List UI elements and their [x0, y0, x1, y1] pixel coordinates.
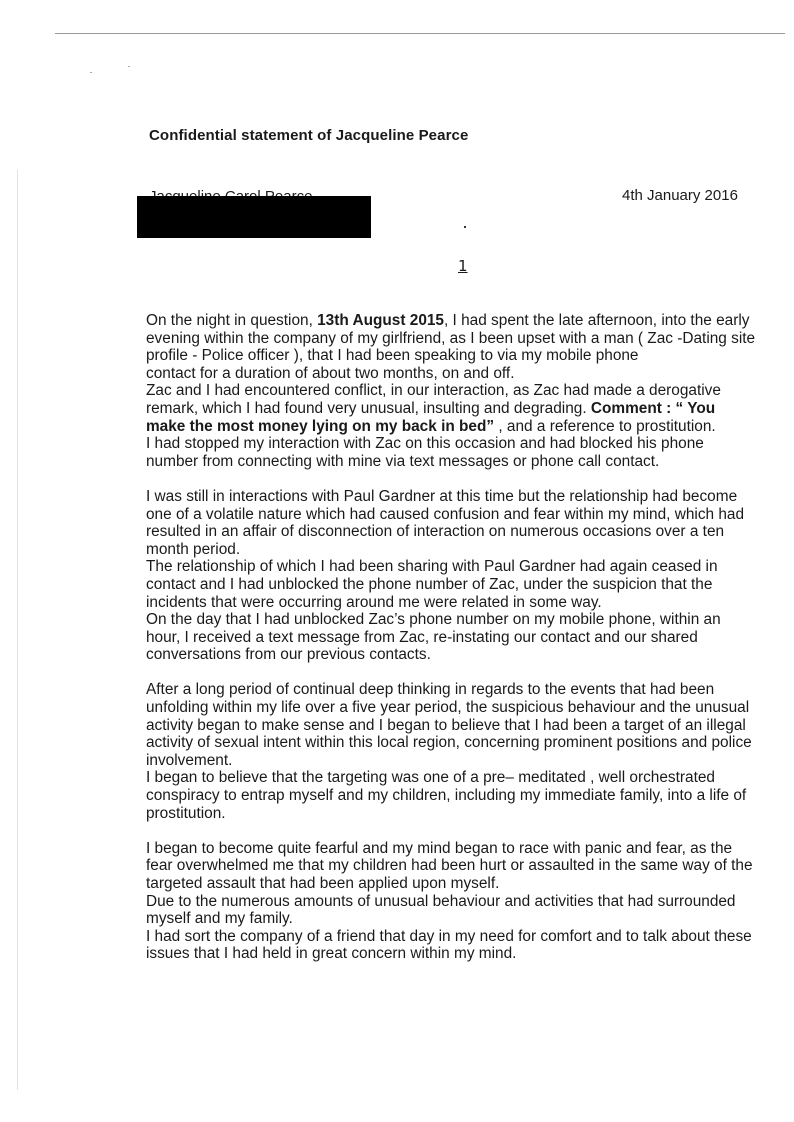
text-line [146, 365, 774, 383]
text-run: remark, which I had found very unusual, insulting and degrading. [146, 399, 591, 417]
text-line [146, 330, 774, 348]
text-line [146, 488, 774, 506]
text-run: number from connecting with mine via text messages or phone call contact. [146, 452, 660, 470]
text-run: involvement. [146, 751, 233, 769]
text-run: evening within the company of my girlfriend, as I been upset with a man ( Zac -Dating site [146, 329, 756, 347]
text-run: hour, I received a text message from Zac, re-instating our contact and our shared [146, 628, 698, 646]
text-run: one of a volatile nature which had caused confusion and fear within my mind, which had [146, 505, 745, 523]
text-line [146, 769, 774, 787]
text-line [146, 857, 774, 875]
text-run: resulted in an affair of disconnection of interaction on numerous occasions over a ten [146, 523, 725, 541]
bold-text-run: Comment : “ You [590, 399, 716, 417]
bold-text-run: 13th August 2015 [317, 312, 444, 329]
text-line [146, 541, 774, 559]
text-line [146, 418, 774, 436]
text-line [146, 840, 774, 858]
text-line [146, 875, 774, 893]
statement-paragraph [146, 488, 774, 664]
text-run: I had stopped my interaction with Zac on this occasion and had blocked his phone [146, 435, 704, 453]
text-line [146, 611, 774, 629]
document-title: Confidential statement of Jacqueline Pearce [149, 127, 469, 144]
statement-paragraph [146, 681, 774, 822]
text-run: I had sort the company of a friend that day in my need for comfort and to talk about these [146, 927, 752, 945]
text-run: conspiracy to entrap myself and my children, including my immediate family, into a life of [146, 787, 747, 805]
scan-speck [90, 72, 92, 73]
text-run: I began to believe that the targeting was one of a pre– meditated , well orchestrated [146, 769, 715, 787]
text-line [146, 594, 774, 612]
text-line [146, 699, 774, 717]
text-line [146, 910, 774, 928]
text-line [146, 347, 774, 365]
text-run: targeted assault that had been applied upon myself. [146, 875, 500, 892]
statement-body [146, 312, 774, 981]
text-run: , I had spent the late afternoon, into the early [444, 312, 750, 329]
text-run: I was still in interactions with Paul Gardner at this time but the relationship had become [146, 487, 738, 505]
text-run: activity of sexual intent within this local region, concerning prominent positions and police [146, 734, 752, 752]
text-line [146, 523, 774, 541]
text-run: Zac and I had encountered conflict, in our interaction, as Zac had made a derogative [146, 382, 721, 400]
text-run: contact and I had unblocked the phone number of Zac, under the suspicion that the [146, 575, 713, 593]
text-line [146, 629, 774, 647]
text-run: The relationship of which I had been sharing with Paul Gardner had again ceased in [146, 558, 718, 576]
stray-mark [464, 226, 466, 228]
text-run: , and a reference to prostitution. [498, 417, 716, 435]
text-line [146, 787, 774, 805]
text-run: activity began to make sense and I began to believe that I had been a target of an illegal [146, 716, 746, 734]
text-run: conversations from our previous contacts. [146, 646, 431, 664]
text-line [146, 506, 774, 524]
text-line [146, 558, 774, 576]
text-run: profile - Police officer ), that I had been speaking to via my mobile phone [146, 347, 639, 365]
bold-text-run: make the most money lying on my back in bed” [146, 417, 499, 435]
text-line [146, 945, 774, 963]
text-run: incidents that were occurring around me were related in some way. [146, 593, 602, 611]
text-run: I began to become quite fearful and my mind began to race with panic and fear, as the [146, 839, 733, 857]
text-line [146, 576, 774, 594]
scan-edge-shadow [17, 170, 18, 1090]
text-run: month period. [146, 540, 241, 558]
text-run: prostitution. [146, 804, 226, 822]
text-run: unfolding within my life over a five year period, the suspicious behaviour and the unusual [146, 699, 750, 717]
text-line [146, 734, 774, 752]
text-run: On the night in question, [146, 312, 318, 329]
text-run: myself and my family. [146, 910, 293, 928]
text-line [146, 453, 774, 471]
text-run: After a long period of continual deep thinking in regards to the events that had been [146, 681, 715, 699]
text-line [146, 717, 774, 735]
text-line [146, 646, 774, 664]
page-number: 1 [458, 257, 468, 275]
text-line [146, 805, 774, 823]
text-line [146, 928, 774, 946]
text-line [146, 435, 774, 453]
text-run: fear overwhelmed me that my children had been hurt or assaulted in the same way of the [146, 857, 753, 875]
text-line [146, 752, 774, 770]
document-date: 4th January 2016 [622, 187, 738, 204]
text-run: issues that I had held in great concern within my mind. [146, 945, 517, 963]
text-run: On the day that I had unblocked Zac’s phone number on my mobile phone, within an [146, 611, 721, 629]
text-run: contact for a duration of about two months, on and off. [146, 364, 515, 382]
text-line [146, 893, 774, 911]
text-line [146, 400, 774, 418]
text-run: Due to the numerous amounts of unusual behaviour and activities that had surrounded [146, 892, 736, 910]
scan-speck [128, 66, 130, 67]
scan-edge-line [55, 33, 785, 34]
redaction-box [137, 196, 371, 238]
text-line [146, 382, 774, 400]
text-line [146, 312, 774, 330]
statement-paragraph [146, 840, 774, 963]
statement-paragraph [146, 312, 774, 470]
text-line [146, 681, 774, 699]
